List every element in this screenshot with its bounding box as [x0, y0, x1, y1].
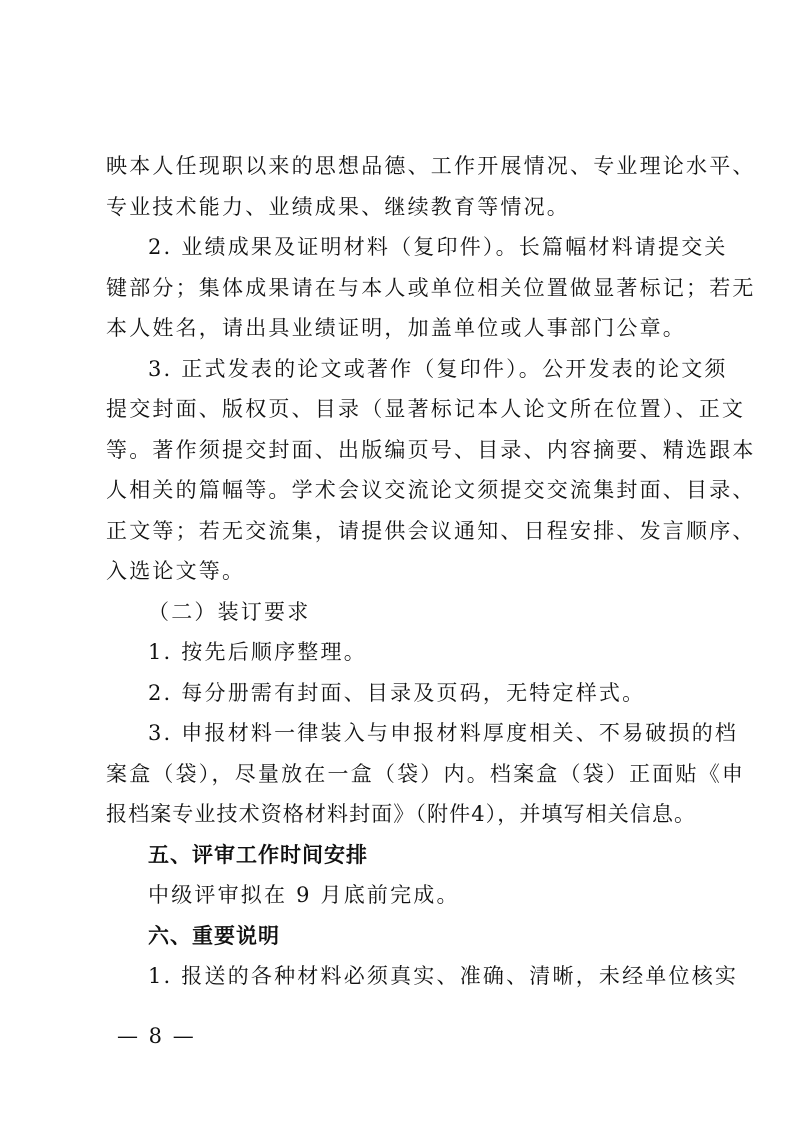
- text-line: 报档案专业技术资格材料封面》（附件4），并填写相关信息。: [106, 802, 697, 826]
- text-line: 2. 每分册需有封面、目录及页码，无特定样式。: [148, 680, 646, 705]
- document-body: [106, 146, 756, 997]
- text-line: 1. 报送的各种材料必须真实、准确、清晰，未经单位核实: [148, 964, 739, 988]
- text-line: 正文等；若无交流集，请提供会议通知、日程安排、发言顺序、: [106, 518, 756, 543]
- text-line: 等。著作须提交封面、出版编页号、目录、内容摘要、精选跟本: [106, 437, 756, 462]
- section-heading: 五、评审工作时间安排: [148, 842, 368, 867]
- section-heading: 六、重要说明: [148, 923, 280, 948]
- page-number: — 8 —: [117, 1024, 196, 1048]
- text-line: 中级评审拟在 9 月底前完成。: [148, 883, 460, 907]
- text-line: 人相关的篇幅等。学术会议交流论文须提交交流集封面、目录、: [106, 478, 756, 502]
- text-line: 1. 按先后顺序整理。: [148, 640, 367, 664]
- text-line: 3. 申报材料一律装入与申报材料厚度相关、不易破损的档: [148, 721, 739, 745]
- text-line: （二）装订要求: [148, 599, 311, 624]
- text-line: 提交封面、版权页、目录（显著标记本人论文所在位置）、正文: [106, 397, 746, 421]
- text-line: 本人姓名，请出具业绩证明，加盖单位或人事部门公章。: [106, 316, 686, 340]
- text-line: 专业技术能力、业绩成果、继续教育等情况。: [106, 194, 570, 219]
- text-line: 3. 正式发表的论文或著作（复印件）。公开发表的论文须: [148, 356, 728, 381]
- text-line: 映本人任现职以来的思想品德、工作开展情况、专业理论水平、: [106, 154, 756, 178]
- text-line: 键部分；集体成果请在与本人或单位相关位置做显著标记；若无: [106, 275, 756, 300]
- text-line: 入选论文等。: [106, 559, 246, 583]
- text-line: 2. 业绩成果及证明材料（复印件）。长篇幅材料请提交关: [148, 235, 728, 259]
- text-line: 案盒（袋），尽量放在一盒（袋）内。档案盒（袋）正面贴《申: [106, 761, 746, 786]
